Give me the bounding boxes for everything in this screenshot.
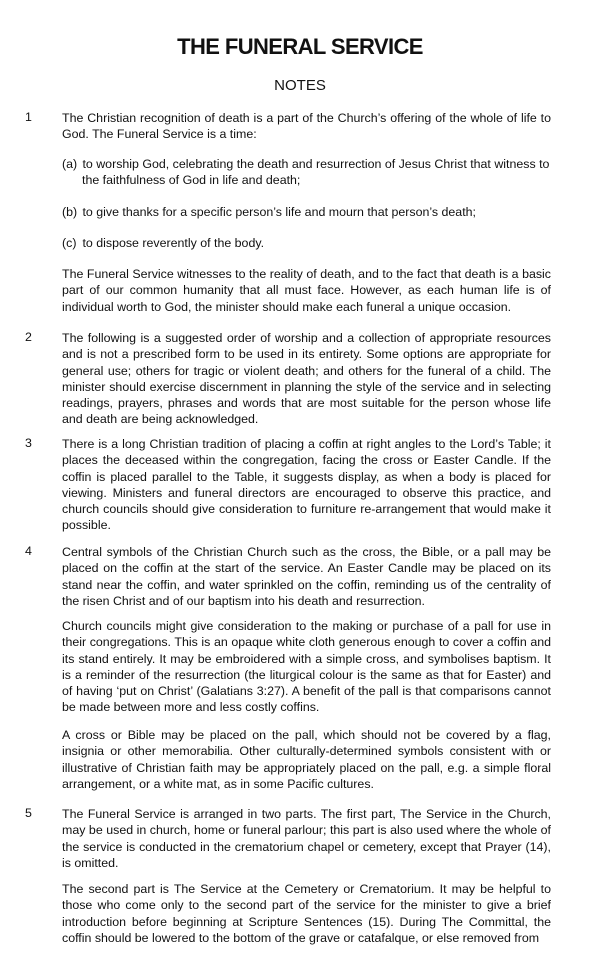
section-1-paragraph-2: The Funeral Service witnesses to the reality of death, and to the fact that death is a basic part of our common humanity that all must face. However, as each human life is of individual worth to God, the minister should make each funeral a unique occasion.	[62, 267, 551, 314]
section-number: 3	[25, 436, 32, 450]
list-item-c	[62, 235, 551, 251]
list-item-label: (a)	[62, 157, 78, 171]
section-4-paragraph-3: A cross or Bible may be placed on the pall, which should not be covered by a flag, insignia or other memorabilia. Other culturally-determined symbols consistent with or illustrative of Christian faith may be appropriately placed on the pall, e.g. a simple floral arrangement, or a white mat, as in some Pacific cultures.	[62, 728, 551, 791]
page-title: THE FUNERAL SERVICE	[177, 34, 423, 59]
list-item-b	[62, 204, 551, 220]
section-4-paragraph-2: Church councils might give consideration to the making or purchase of a pall for use in their congregations. This is an opaque white cloth generous enough to cover a coffin and its stand entirely. It may be embroidered with a simple cross, and symbolises baptism. It is a reminder of the resurrection (the liturgical colour is the same as that for Easter) and of having ‘put on Christ’ (Galatians 3:27). A benefit of the pall is that comparisons cannot be made between more and less costly coffins.	[62, 619, 551, 715]
list-item-label: (c)	[62, 236, 77, 250]
section-3-paragraph-1: There is a long Christian tradition of placing a coffin at right angles to the Lord’s Table; it places the deceased within the congregation, facing the cross or Easter Candle. If the coffin is placed parallel to the Table, it suggests display, as when a body is placed for viewing. Ministers and funeral directors are encouraged to observe this practice, and church councils should give consideration to furniture re-arrangement that would make it possible.	[62, 437, 551, 533]
list-item-text: to worship God, celebrating the death and resurrection of Jesus Christ that witness to	[82, 157, 550, 171]
section-number: 2	[25, 330, 32, 344]
section-number: 4	[25, 544, 32, 558]
list-item-label: (b)	[62, 205, 78, 219]
section-number: 5	[25, 806, 32, 820]
list-item-text: to dispose reverently of the body.	[82, 236, 265, 250]
list-item-text-continued: the faithfulness of God in life and death;	[82, 173, 301, 188]
section-number: 1	[25, 110, 32, 124]
section-2-paragraph-1: The following is a suggested order of worship and a collection of appropriate resources and is not a prescribed form to be used in its entirety. Some options are appropriate for general use; others for tragic or violent death; and others for the funeral of a child. The minister should exercise discernment in planning the style of the service and in selecting readings, prayers, phrases and words that are most suitable for the person whose life and death are being acknowledged.	[62, 331, 551, 427]
section-5-paragraph-1: The Funeral Service is arranged in two parts. The first part, The Service in the Church, may be used in church, home or funeral parlour; this part is also used where the whole of the service is conducted in the crematorium chapel or cemetery, except that Prayer (14), is omitted.	[62, 807, 551, 870]
list-item-a	[62, 156, 551, 189]
page-subtitle: NOTES	[274, 77, 326, 94]
list-item-text: to give thanks for a specific person’s life and mourn that person’s death;	[82, 205, 476, 219]
section-4-paragraph-1: Central symbols of the Christian Church such as the cross, the Bible, or a pall may be placed on the coffin at the start of the service. An Easter Candle may be placed on its stand near the coffin, and water sprinkled on the coffin, reminding us of the centrality of the risen Christ and of our baptism into his death and resurrection.	[62, 545, 551, 608]
section-5-paragraph-2: The second part is The Service at the Cemetery or Crematorium. It may be helpful to those who come only to the second part of the service for the minister to give a brief introduction before beginning at Scripture Sentences (15). During The Committal, the coffin should be lowered to the bottom of the grave or catafalque, or else removed from	[62, 882, 551, 945]
section-1-paragraph-1: The Christian recognition of death is a part of the Church’s offering of the whole of life to God. The Funeral Service is a time:	[62, 111, 551, 142]
